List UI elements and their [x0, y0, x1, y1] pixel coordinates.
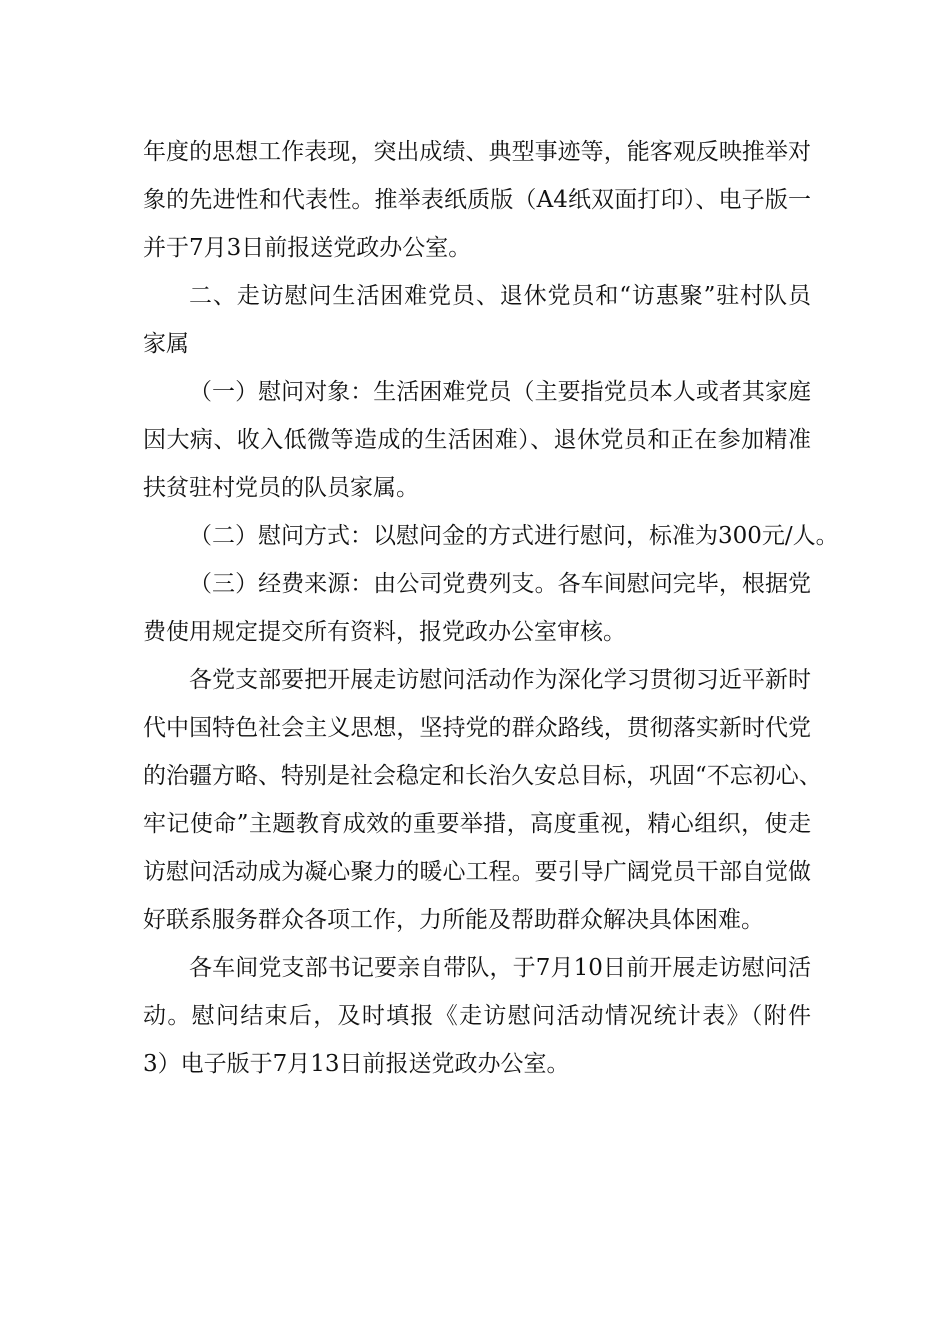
text-line: 好联系服务群众各项工作，力所能及帮助群众解决具体困难。: [143, 907, 764, 933]
text-line: 家属: [143, 331, 189, 357]
text-line: 的治疆方略、特别是社会稳定和长治久安总目标，巩固“不忘初心、: [143, 763, 822, 789]
paragraph-visit-targets: [143, 368, 811, 512]
text-line: 年度的思想工作表现，突出成绩、典型事迹等，能客观反映推举对: [143, 139, 811, 165]
paragraph-schedule: [143, 944, 811, 1088]
paragraph-branch-requirements: [143, 656, 822, 944]
text-line: 因大病、收入低微等造成的生活困难）、退休党员和正在参加精准: [143, 427, 811, 453]
text-line: 各车间党支部书记要亲自带队，于7月10日前开展走访慰问活: [189, 955, 811, 981]
text-line: 并于7月3日前报送党政办公室。: [143, 235, 472, 261]
document-body: [143, 128, 839, 1088]
text-line: 各党支部要把开展走访慰问活动作为深化学习贯彻习近平新时: [189, 667, 811, 693]
paragraph-nomination-materials: [143, 128, 811, 272]
text-line: （一）慰问对象：生活困难党员（主要指党员本人或者其家庭: [189, 379, 811, 405]
text-line: 牢记使命”主题教育成效的重要举措，高度重视，精心组织，使走: [143, 811, 811, 837]
text-line: 扶贫驻村党员的队员家属。: [143, 475, 419, 501]
paragraph-funding-source: [143, 560, 811, 656]
text-line: 象的先进性和代表性。推举表纸质版（A4纸双面打印）、电子版一: [143, 187, 811, 213]
text-line: 访慰问活动成为凝心聚力的暖心工程。要引导广阔党员干部自觉做: [143, 859, 811, 885]
section-heading-visits: [143, 272, 811, 368]
text-line: 二、走访慰问生活困难党员、退休党员和“访惠聚”驻村队员: [189, 283, 811, 309]
text-line: 代中国特色社会主义思想，坚持党的群众路线，贯彻落实新时代党: [143, 715, 811, 741]
text-line: （二）慰问方式：以慰问金的方式进行慰问，标准为300元/人。: [189, 523, 839, 549]
text-line: （三）经费来源：由公司党费列支。各车间慰问完毕，根据党: [189, 571, 811, 597]
paragraph-visit-method: [143, 512, 839, 560]
text-line: 动。慰问结束后，及时填报《走访慰问活动情况统计表》（附件: [143, 1003, 811, 1029]
text-line: 费使用规定提交所有资料，报党政办公室审核。: [143, 619, 626, 645]
text-line: 3）电子版于7月13日前报送党政办公室。: [143, 1051, 570, 1077]
